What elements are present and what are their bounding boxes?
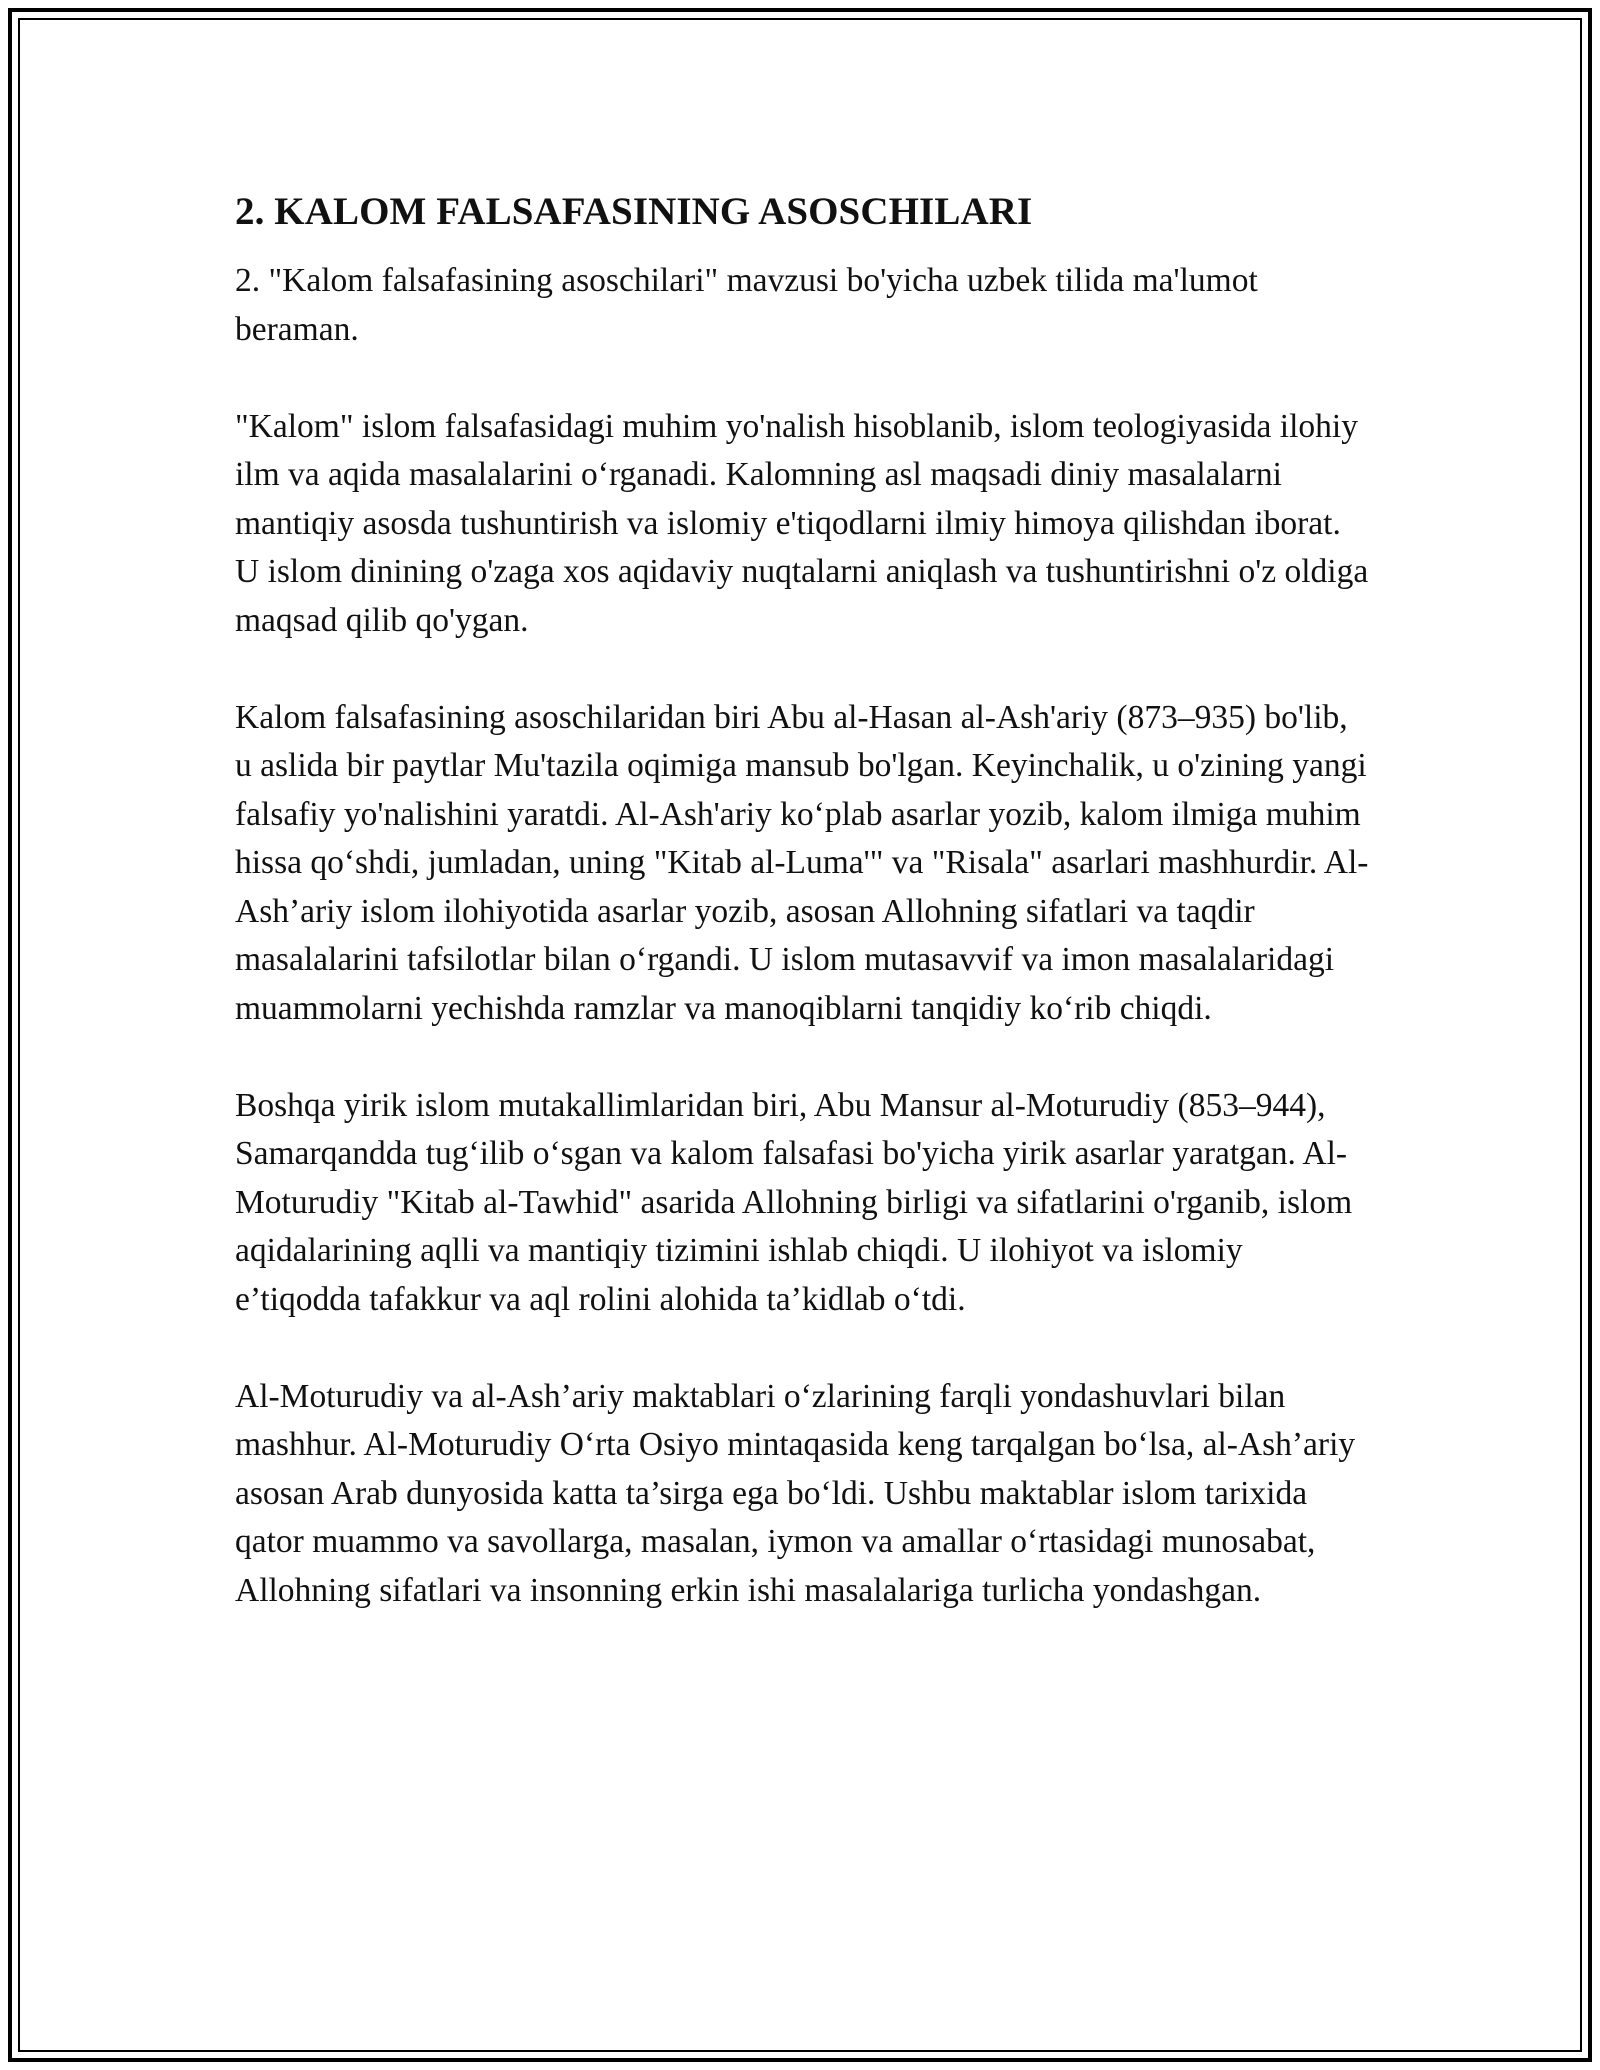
paragraph-kalom-definition: "Kalom" islom falsafasidagi muhim yo'nalish hisoblanib, islom teologiyasida ilohiy ilm va aqida masalalarini o‘rganadi. Kalomning asl maqsadi diniy masalalarni mantiqiy asosda tushuntirish va islomiy e'tiqodlarni ilmiy himoya qilishdan iborat. U islom dinining o'zaga xos aqidaviy nuqtalarni aniqlash va tushuntirishni o'z oldiga maqsad qilib qo'ygan. [235,407,1369,639]
paragraph-al-ashariy: Kalom falsafasining asoschilaridan biri Abu al-Hasan al-Ash'ariy (873–935) bo'lib, u aslida bir paytlar Mu'tazila oqimiga mansub bo'lgan. Keyinchalik, u o'zining yangi falsafiy yo'nalishini yaratdi. Al-Ash'ariy ko‘plab asarlar yozib, kalom ilmiga muhim hissa qo‘shdi, jumladan, uning "Kitab al-Luma'" va "Risala" asarlari mashhurdir. Al-Ash’ariy islom ilohiyotida asarlar yozib, asosan Allohning sifatlari va taqdir masalalarini tafsilotlar bilan o‘rgandi. U islom mutasavvif va imon masalalaridagi muammolarni yechishda ramzlar va manoqiblarni tanqidiy ko‘rib chiqdi. [235,698,1369,1027]
paragraph-schools-comparison: Al-Moturudiy va al-Ash’ariy maktablari o‘zlarining farqli yondashuvlari bilan mashhur. Al-Moturudiy O‘rta Osiyo mintaqasida keng tarqalgan bo‘lsa, al-Ash’ariy asosan Arab dunyosida katta ta’sirga ega bo‘ldi. Ushbu maktablar islom tarixida qator muammo va savollarga, masalan, iymon va amallar o‘rtasidagi munosabat, Allohning sifatlari va insonning erkin ishi masalalariga turlicha yondashgan. [235,1377,1356,1609]
section-heading: 2. KALOM FALSAFASINING ASOSCHILARI [235,190,1033,233]
paragraph-intro: 2. "Kalom falsafasining asoschilari" mavzusi bo'yicha uzbek tilida ma'lumot beraman. [235,262,1258,348]
paragraph-al-moturudiy: Boshqa yirik islom mutakallimlaridan biri, Abu Mansur al-Moturudiy (853–944), Samarqandda tug‘ilib o‘sgan va kalom falsafasi bo'yicha yirik asarlar yaratgan. Al-Moturudiy "Kitab al-Tawhid" asarida Allohning birligi va sifatlarini o'rganib, islom aqidalarining aqlli va mantiqiy tizimini ishlab chiqdi. U ilohiyot va islomiy e’tiqodda tafakkur va aql rolini alohida ta’kidlab o‘tdi. [235,1086,1353,1318]
document-body [235,183,1370,1664]
